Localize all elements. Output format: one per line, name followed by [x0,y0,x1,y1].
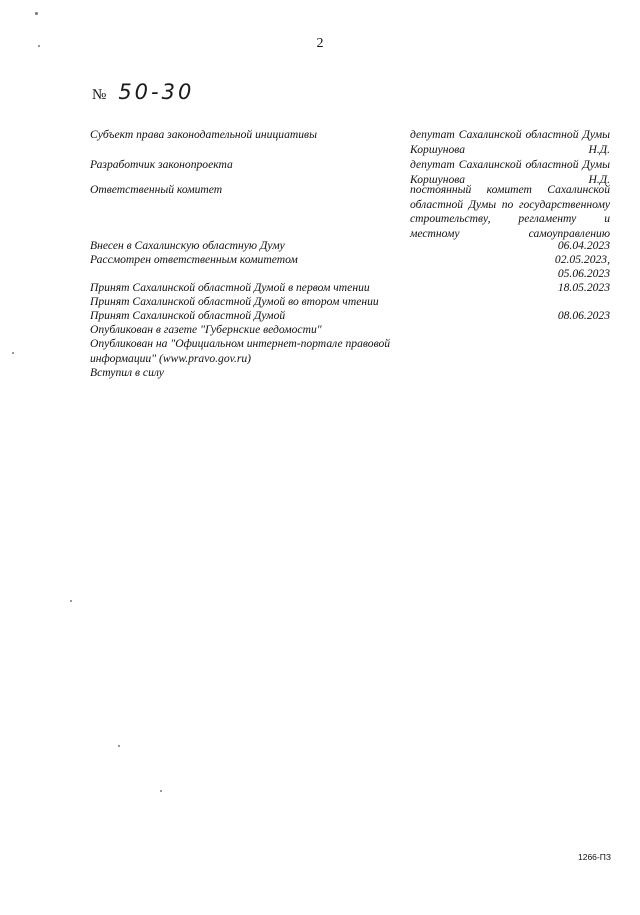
row-value: депутат Сахалинской областной Думы Коршунова Н.Д. [410,128,610,156]
row-value: 05.06.2023 [557,267,610,280]
scan-speck [160,790,162,792]
row-value: 06.04.2023 [557,239,610,252]
row-value: 02.05.2023, [554,253,610,266]
row-label: Разработчик законопроекта [90,158,233,171]
row-value: депутат Сахалинской областной Думы Коршунова Н.Д. [410,158,610,186]
row-label: Внесен в Сахалинскую областную Думу [90,239,285,252]
row-label: Субъект права законодательной инициативы [90,128,317,141]
scan-speck [12,352,14,354]
row-label: Опубликован на "Официальном интернет-портале правовой информации" (www.pravo.gov.ru) [90,337,391,365]
row-label: Принят Сахалинской областной Думой во втором чтении [90,295,379,308]
page-number: 2 [316,36,324,51]
row-label: Вступил в силу [90,366,164,379]
row-label: Опубликован в газете "Губернские ведомости" [90,323,322,336]
row-value: 18.05.2023 [557,281,610,294]
row-value: постоянный комитет Сахалинской областной Думы по государственному строительству, регламенту и местному самоуправлению [410,183,610,240]
row-label: Рассмотрен ответственным комитетом [90,253,298,266]
row-label: Ответственный комитет [90,183,223,196]
scan-speck [35,12,38,15]
registration-number [92,80,194,104]
row-label: Принят Сахалинской областной Думой [90,309,286,322]
document-code: 1266-ПЗ [578,852,611,862]
scan-speck [38,45,40,47]
scan-speck [118,745,120,747]
scan-speck [70,600,72,602]
handwritten-number: 50-30 [118,80,195,104]
row-label: Принят Сахалинской областной Думой в первом чтении [90,281,370,294]
row-value: 08.06.2023 [557,309,610,322]
number-sign: № [92,87,107,103]
